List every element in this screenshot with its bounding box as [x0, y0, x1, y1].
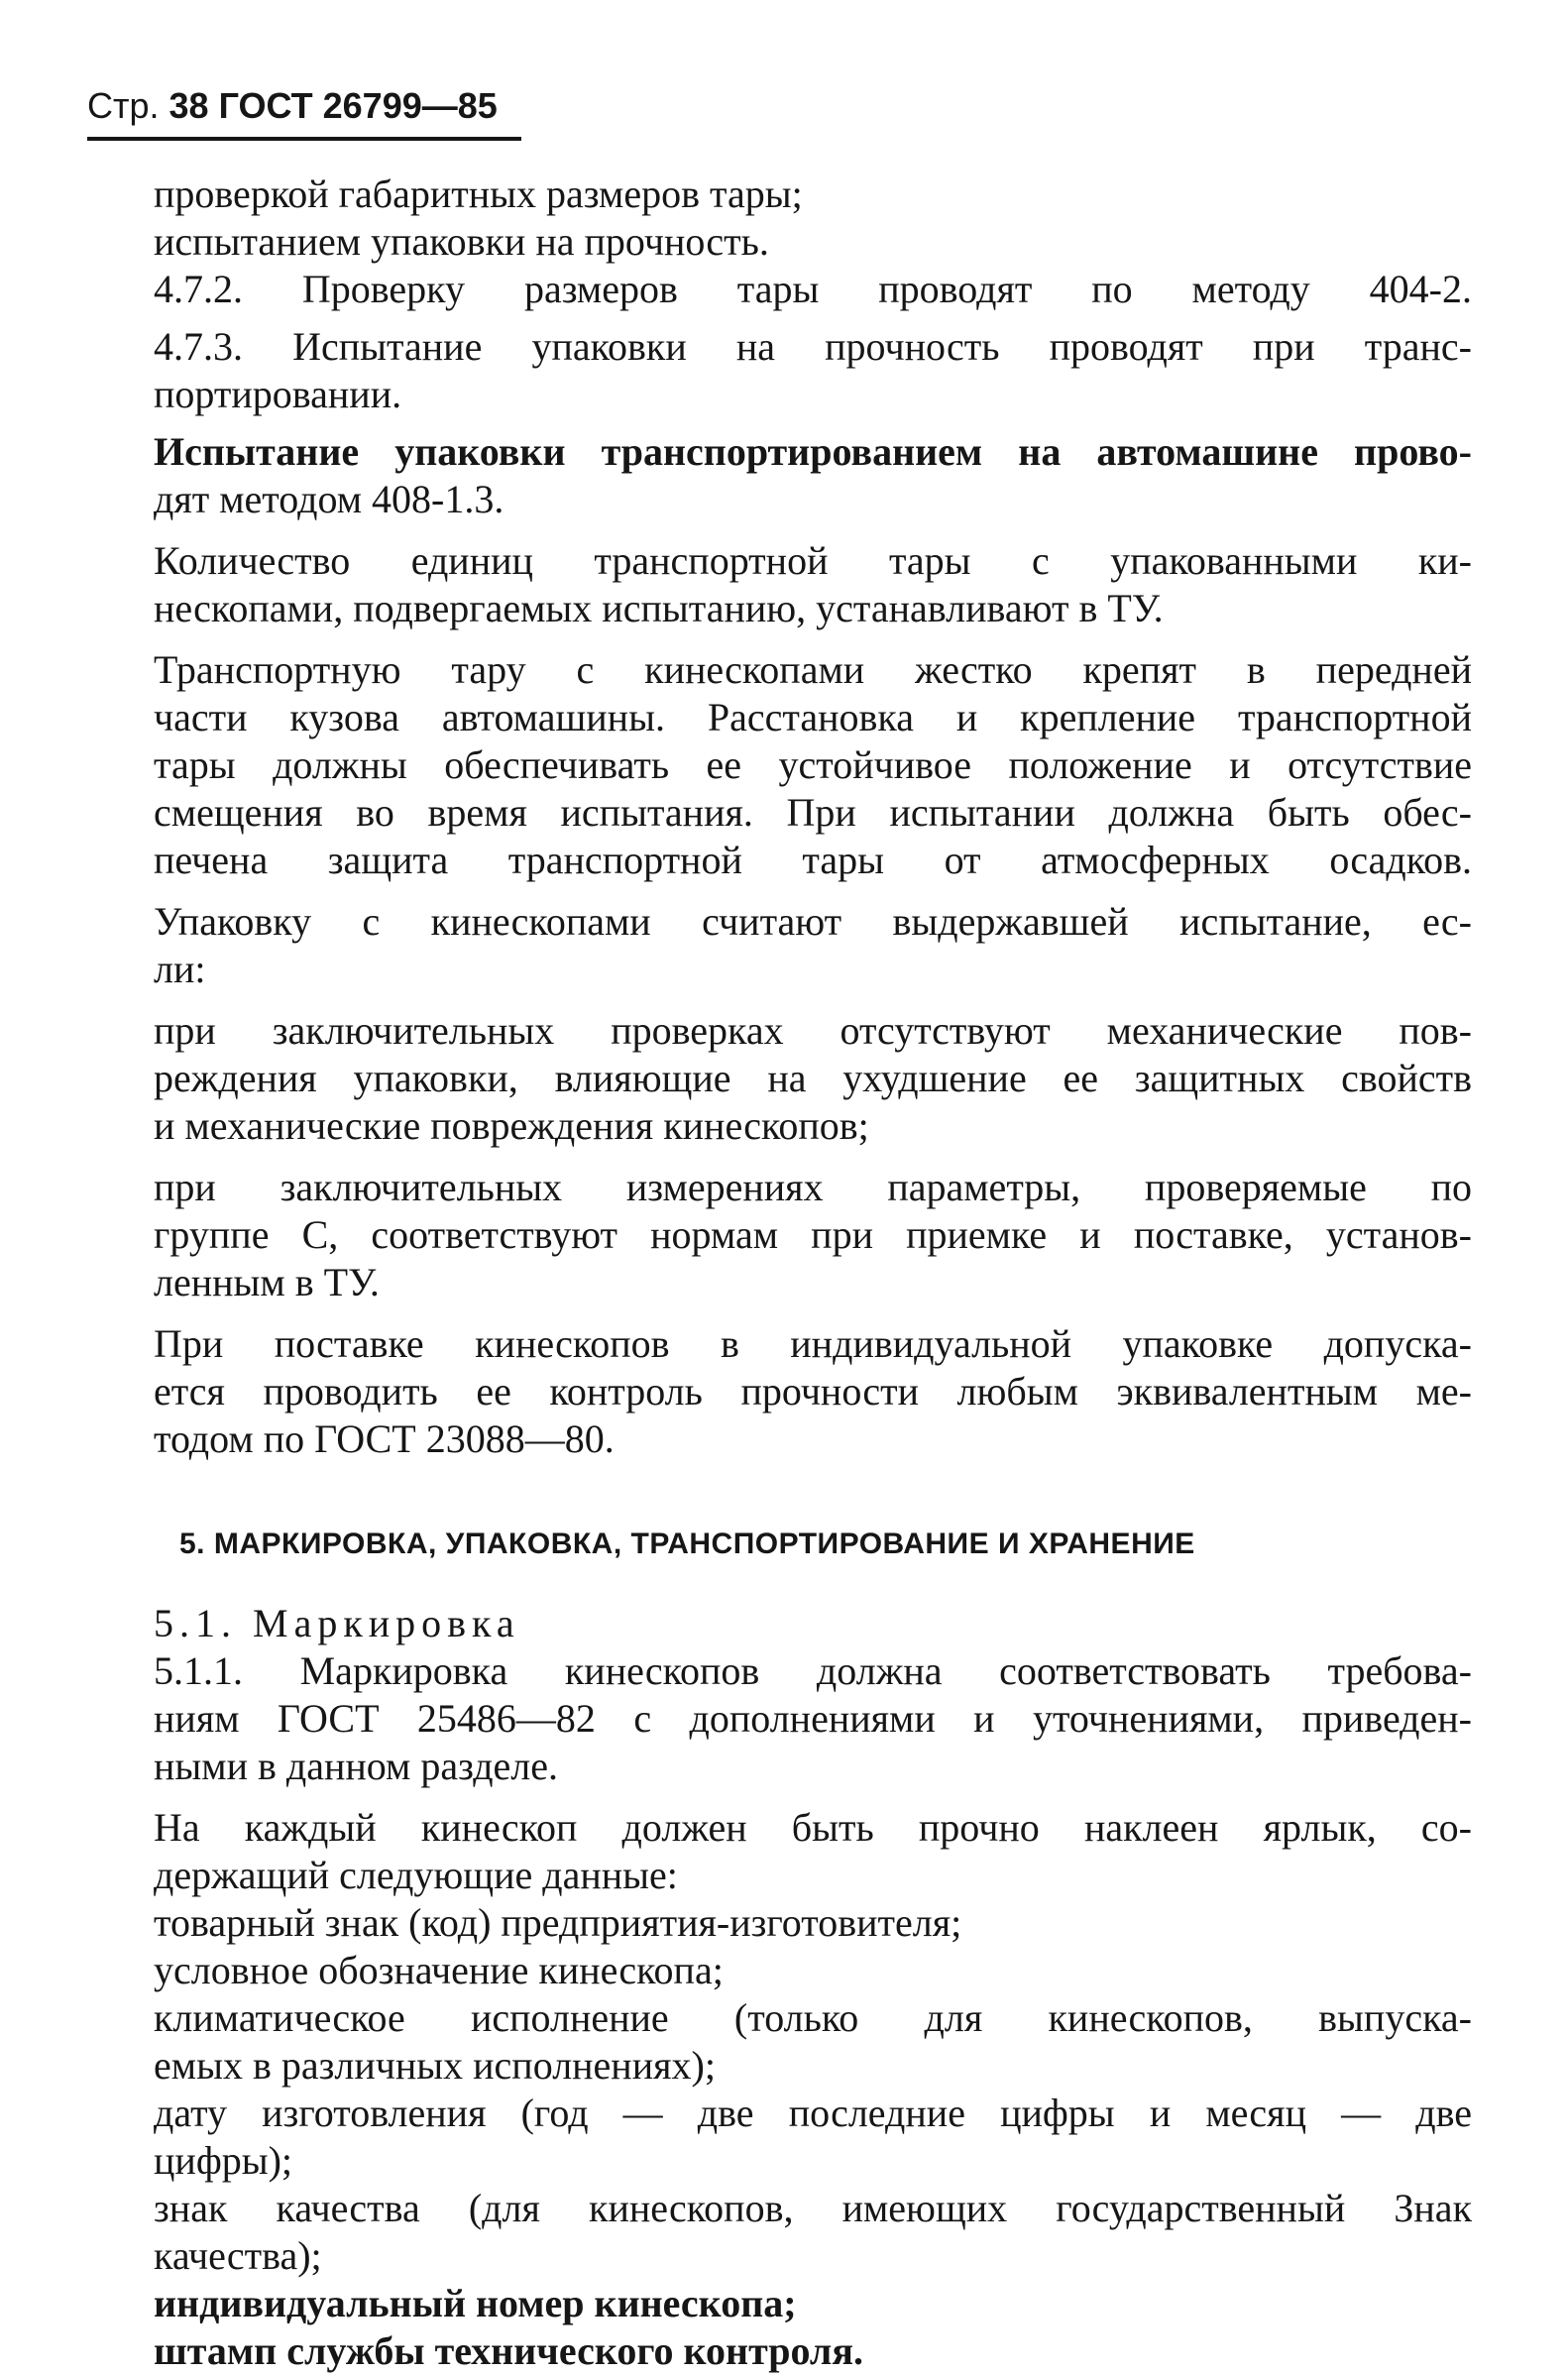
paragraph-line: тары должны обеспечивать ее устойчивое положение и отсутствие [154, 742, 1472, 787]
clause-4-7-3: 4.7.3. Испытание упаковки на прочность проводят при транс- [154, 324, 1472, 369]
header-rule [87, 137, 521, 141]
text-line: портировании. [154, 372, 402, 416]
paragraph-line: группе С, соответствуют нормам при приемке и поставке, установ- [154, 1212, 1472, 1257]
text-line: дят методом 408-1.3. [154, 477, 504, 521]
clause-4-7-2: 4.7.2. Проверку размеров тары проводят по методу 404-2. [154, 267, 1472, 311]
section-heading: 5. МАРКИРОВКА, УПАКОВКА, ТРАНСПОРТИРОВАНИЕ И ХРАНЕНИЕ [179, 1527, 1195, 1560]
list-item: штамп службы технического контроля. [154, 2328, 864, 2373]
list-item-continuation: цифры); [154, 2138, 293, 2183]
list-item: знак качества (для кинескопов, имеющих государственный Знак [154, 2186, 1472, 2230]
text-line: нескопами, подвергаемых испытанию, устанавливают в ТУ. [154, 586, 1164, 630]
paragraph-line: При поставке кинескопов в индивидуальной упаковке допуска- [154, 1321, 1472, 1366]
text-line: ными в данном разделе. [154, 1744, 559, 1788]
text-line: ленным в ТУ. [154, 1260, 380, 1304]
text-line: держащий следующие данные: [154, 1853, 678, 1897]
paragraph-line: Упаковку с кинескопами считают выдержавшей испытание, ес- [154, 899, 1472, 944]
paragraph-line: Испытание упаковки транспортированием на автомашине прово- [154, 429, 1472, 474]
paragraph-line: Количество единиц транспортной тары с упакованными ки- [154, 538, 1472, 583]
paragraph-line: печена защита транспортной тары от атмосферных осадков. [154, 838, 1472, 882]
text-line: испытанием упаковки на прочность. [154, 219, 769, 264]
paragraph-line: реждения упаковки, влияющие на ухудшение ее защитных свойств [154, 1056, 1472, 1100]
text-line: проверкой габаритных размеров тары; [154, 171, 803, 216]
subsection-title: 5.1. Маркировка [154, 1601, 520, 1645]
clause-5-1-1: 5.1.1. Маркировка кинескопов должна соответствовать требова- [154, 1648, 1472, 1693]
paragraph-line: Транспортную тару с кинескопами жестко крепят в передней [154, 647, 1472, 692]
paragraph-line: На каждый кинескоп должен быть прочно наклеен ярлык, со- [154, 1805, 1472, 1850]
list-item: товарный знак (код) предприятия-изготовителя; [154, 1900, 962, 1945]
paragraph-line: смещения во время испытания. При испытании должна быть обес- [154, 790, 1472, 835]
page-header-text [87, 83, 521, 129]
list-item: индивидуальный номер кинескопа; [154, 2281, 797, 2325]
text-line: ли: [154, 947, 206, 991]
standard-number: ГОСТ 26799—85 [218, 85, 498, 126]
paragraph-line: ниям ГОСТ 25486—82 с дополнениями и уточнениями, приведен- [154, 1696, 1472, 1741]
paragraph-line: при заключительных проверках отсутствуют механические пов- [154, 1008, 1472, 1053]
list-item: условное обозначение кинескопа; [154, 1948, 724, 1992]
list-item: дату изготовления (год — две последние цифры и месяц — две [154, 2091, 1472, 2135]
document-body [154, 170, 1472, 2375]
list-item-continuation: качества); [154, 2233, 322, 2278]
paragraph-line: части кузова автомашины. Расстановка и крепление транспортной [154, 695, 1472, 739]
page-header [87, 83, 521, 141]
list-item-continuation: емых в различных исполнениях); [154, 2043, 716, 2088]
text-line: и механические повреждения кинескопов; [154, 1103, 869, 1148]
paragraph-line: при заключительных измерениях параметры, проверяемые по [154, 1165, 1472, 1209]
paragraph-line: ется проводить ее контроль прочности любым эквивалентным ме- [154, 1369, 1472, 1414]
text-line: тодом по ГОСТ 23088—80. [154, 1416, 615, 1461]
list-item: климатическое исполнение (только для кинескопов, выпуска- [154, 1995, 1472, 2040]
page-number: 38 [168, 85, 209, 126]
page-label: Стр. [87, 85, 160, 126]
